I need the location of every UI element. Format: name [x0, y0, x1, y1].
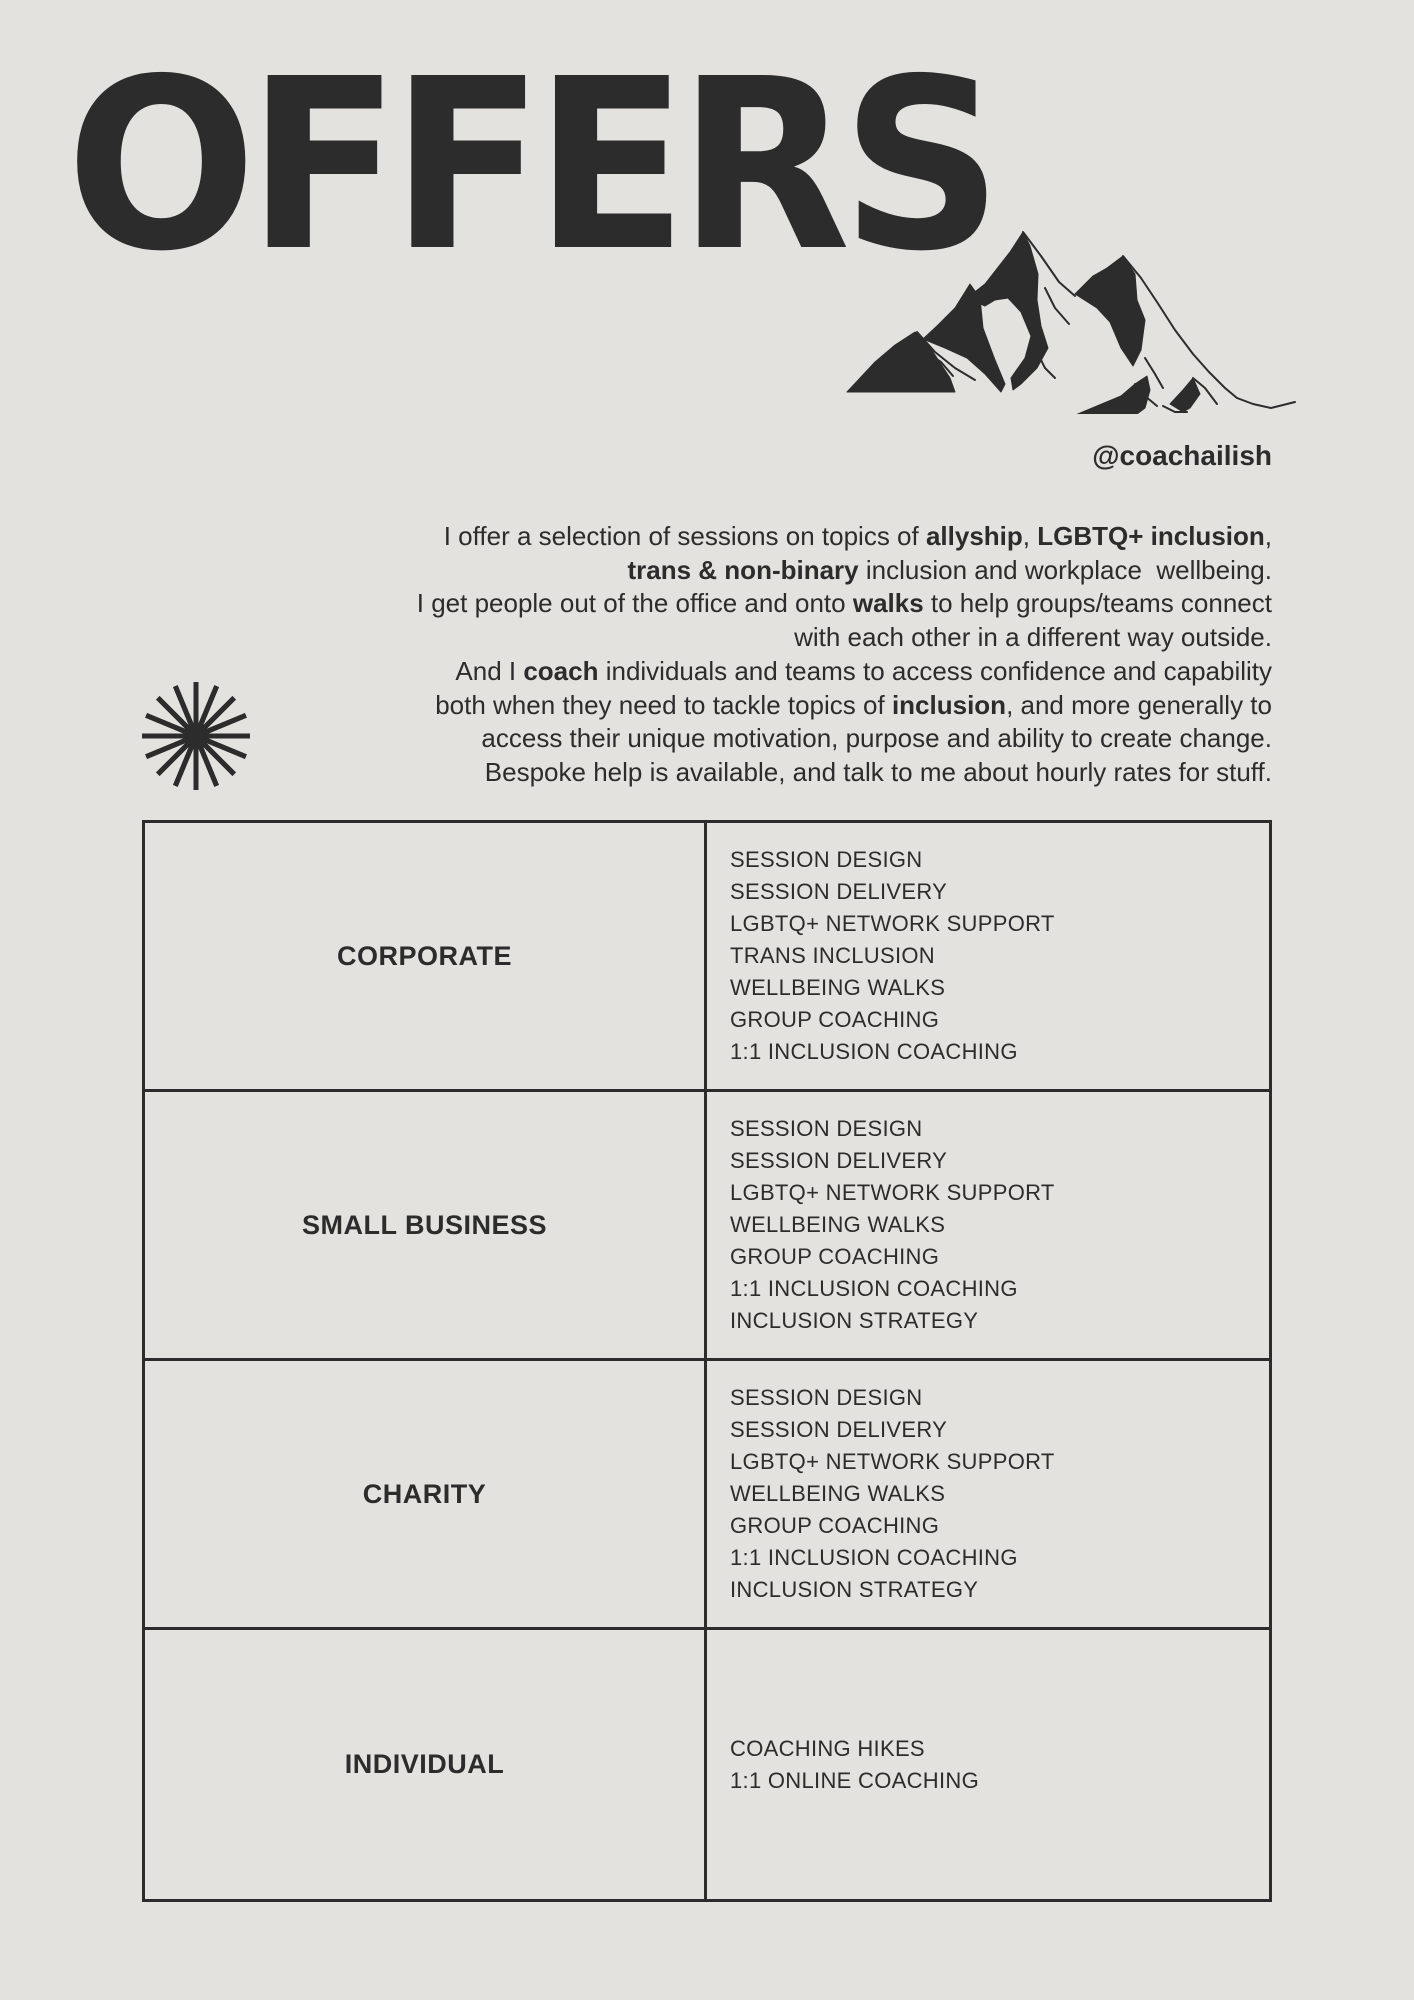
service-item: 1:1 INCLUSION COACHING	[730, 1039, 1018, 1064]
intro-emphasis: allyship	[925, 521, 1023, 551]
service-item: GROUP COACHING	[730, 1007, 940, 1032]
intro-segment: , and more generally to	[1006, 689, 1272, 720]
service-item: SESSION DELIVERY	[730, 1417, 948, 1442]
intro-segment: ,	[1022, 521, 1038, 551]
service-item: WELLBEING WALKS	[730, 1212, 946, 1237]
offer-services	[707, 1361, 1269, 1630]
offer-services	[707, 1092, 1269, 1361]
intro-line	[272, 554, 1272, 588]
offers-table	[142, 820, 1272, 1902]
intro-line	[272, 587, 1272, 621]
service-item: GROUP COACHING	[730, 1513, 940, 1538]
service-item: INCLUSION STRATEGY	[730, 1308, 979, 1333]
offer-services	[707, 823, 1269, 1092]
intro-emphasis: LGBTQ+ inclusion	[1037, 521, 1265, 551]
offer-services	[707, 1630, 1269, 1899]
service-item: SESSION DELIVERY	[730, 879, 948, 904]
service-item: SESSION DESIGN	[730, 847, 923, 872]
intro-segment: to help groups/teams connect	[923, 588, 1272, 619]
intro-emphasis: coach	[523, 655, 599, 686]
intro-line: access their unique motivation, purpose and ability to create change.	[481, 723, 1272, 754]
service-item: TRANS INCLUSION	[730, 943, 935, 968]
service-item: WELLBEING WALKS	[730, 975, 946, 1000]
service-item: WELLBEING WALKS	[730, 1481, 946, 1506]
intro-line: with each other in a different way outside.	[794, 622, 1272, 653]
service-item: 1:1 INCLUSION COACHING	[730, 1545, 1018, 1570]
service-item: LGBTQ+ NETWORK SUPPORT	[730, 1449, 1055, 1474]
intro-segment: ,	[1264, 521, 1272, 551]
intro-segment: I get people out of the office and onto	[416, 588, 853, 619]
intro-segment: individuals and teams to access confidence and capability	[598, 655, 1272, 686]
offer-category: CORPORATE	[145, 823, 707, 1092]
intro-segment: And I	[455, 655, 524, 686]
intro-line	[272, 655, 1272, 689]
offer-category: SMALL BUSINESS	[145, 1092, 707, 1361]
service-item: SESSION DESIGN	[730, 1116, 923, 1141]
offer-category: CHARITY	[145, 1361, 707, 1630]
service-item: LGBTQ+ NETWORK SUPPORT	[730, 1180, 1055, 1205]
intro-emphasis: inclusion	[891, 689, 1007, 720]
service-item: SESSION DESIGN	[730, 1385, 923, 1410]
intro-emphasis: trans & non-binary	[627, 554, 859, 585]
intro-line	[272, 520, 1272, 554]
mountain-icon	[845, 228, 1297, 414]
service-item: SESSION DELIVERY	[730, 1148, 948, 1173]
intro-line	[272, 689, 1272, 723]
service-item: INCLUSION STRATEGY	[730, 1577, 979, 1602]
service-item: LGBTQ+ NETWORK SUPPORT	[730, 911, 1055, 936]
starburst-icon	[141, 681, 251, 791]
service-item: 1:1 INCLUSION COACHING	[730, 1276, 1018, 1301]
intro-segment: I offer a selection of sessions on topics of	[443, 521, 926, 551]
offer-category: INDIVIDUAL	[145, 1630, 707, 1899]
service-item: GROUP COACHING	[730, 1244, 940, 1269]
intro-text	[272, 520, 1272, 790]
intro-segment: inclusion and workplace wellbeing.	[858, 554, 1272, 585]
social-handle: @coachailish	[1092, 440, 1272, 471]
intro-emphasis: walks	[852, 588, 924, 619]
intro-line: Bespoke help is available, and talk to me about hourly rates for stuff.	[484, 756, 1272, 787]
intro-segment: both when they need to tackle topics of	[435, 689, 892, 720]
service-item: COACHING HIKES	[730, 1735, 925, 1761]
service-item: 1:1 ONLINE COACHING	[730, 1767, 979, 1793]
page-title: OFFERS	[66, 28, 994, 303]
